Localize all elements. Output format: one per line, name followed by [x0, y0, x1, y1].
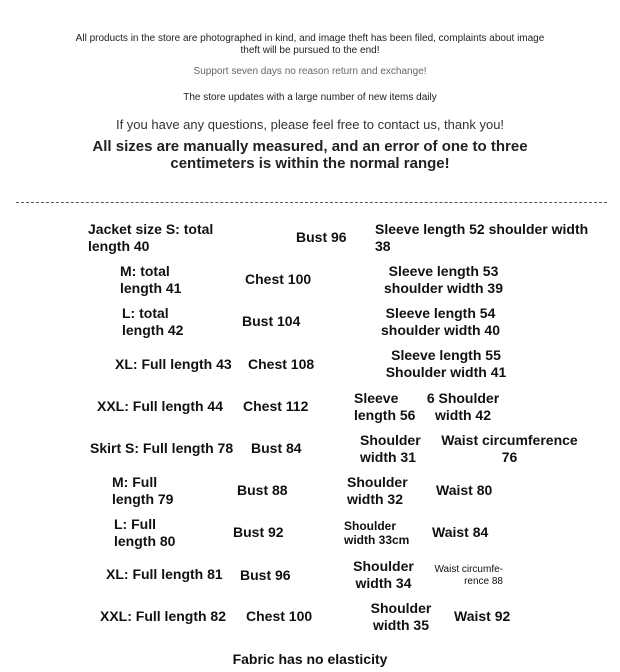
jacket-s-length: Jacket size S: total length 40 — [88, 221, 214, 254]
jacket-xxl-shoulder: 6 Shoulder width 42 — [426, 390, 500, 423]
dashed-divider — [16, 202, 607, 203]
measurement-notice: All sizes are manually measured, and an error of one to three centimeters is within the normal range! — [92, 138, 528, 172]
jacket-xl-length: XL: Full length 43 — [115, 356, 232, 372]
skirt-xl-length: XL: Full length 81 — [106, 566, 223, 582]
jacket-xl-sleeve: Sleeve length 55 Shoulder width 41 — [385, 347, 507, 380]
skirt-xxl-waist: Waist 92 — [454, 608, 511, 624]
jacket-s-sleeve: Sleeve length 52 shoulder width 38 — [375, 221, 589, 254]
skirt-m-bust: Bust 88 — [237, 482, 288, 498]
jacket-xxl-sleeve: Sleeve length 56 — [354, 390, 416, 423]
skirt-l-shoulder: Shoulder width 33cm — [344, 519, 410, 547]
returns-notice: Support seven days no reason return and exchange! — [193, 66, 427, 77]
skirt-xl-shoulder: Shoulder width 34 — [353, 558, 414, 591]
contact-notice: If you have any questions, please feel free to contact us, thank you! — [115, 117, 505, 132]
skirt-s-shoulder: Shoulder width 31 — [360, 432, 421, 465]
skirt-l-waist: Waist 84 — [432, 524, 489, 540]
skirt-m-shoulder: Shoulder width 32 — [347, 474, 408, 507]
jacket-l-bust: Bust 104 — [242, 313, 301, 329]
updates-notice: The store updates with a large number of new items daily — [183, 92, 437, 103]
skirt-m-length: M: Full length 79 — [112, 474, 174, 507]
skirt-xl-bust: Bust 96 — [240, 567, 291, 583]
skirt-s-waist: Waist circumference 76 — [441, 432, 578, 465]
jacket-xxl-bust: Chest 112 — [243, 398, 309, 414]
jacket-xl-bust: Chest 108 — [248, 356, 315, 372]
skirt-xxl-shoulder: Shoulder width 35 — [370, 600, 432, 633]
skirt-l-bust: Bust 92 — [233, 524, 284, 540]
jacket-m-sleeve: Sleeve length 53 shoulder width 39 — [383, 263, 503, 296]
skirt-m-waist: Waist 80 — [436, 482, 493, 498]
jacket-l-length: L: total length 42 — [122, 305, 184, 338]
skirt-s-length: Skirt S: Full length 78 — [90, 440, 234, 456]
jacket-l-sleeve: Sleeve length 54 shoulder width 40 — [380, 305, 500, 338]
skirt-xxl-length: XXL: Full length 82 — [100, 608, 227, 624]
jacket-s-bust: Bust 96 — [296, 229, 347, 245]
jacket-m-bust: Chest 100 — [245, 271, 312, 287]
copyright-notice: All products in the store are photographed in kind, and image theft has been filed, complaints about image theft will be pursued to the end! — [75, 33, 545, 56]
fabric-note: Fabric has no elasticity — [232, 651, 388, 667]
jacket-m-length: M: total length 41 — [120, 263, 182, 296]
skirt-xxl-bust: Chest 100 — [246, 608, 313, 624]
skirt-xl-waist: Waist circumfe- rence 88 — [434, 564, 503, 587]
skirt-l-length: L: Full length 80 — [114, 516, 176, 549]
jacket-xxl-length: XXL: Full length 44 — [97, 398, 224, 414]
skirt-s-bust: Bust 84 — [251, 440, 302, 456]
